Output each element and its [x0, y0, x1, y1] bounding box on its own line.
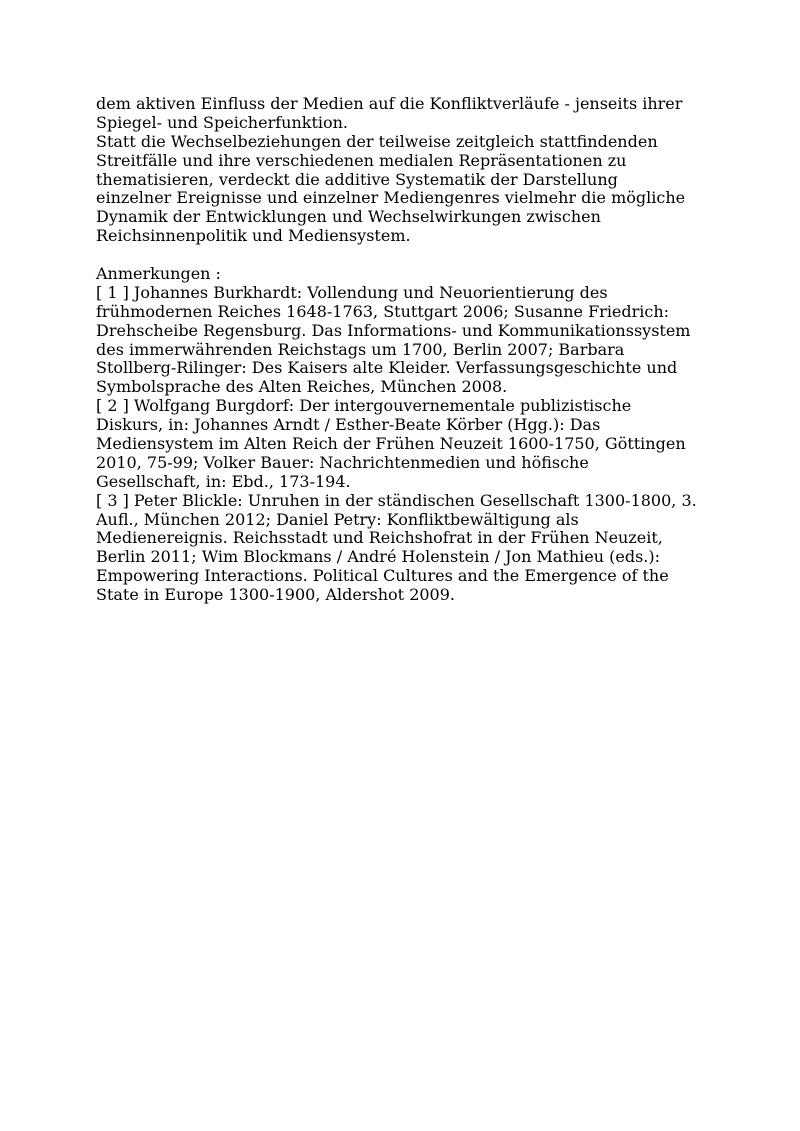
body-line: Spiegel- und Speicherfunktion.: [96, 112, 349, 132]
footnote-line: [ 3 ] Peter Blickle: Unruhen in der ständischen Gesellschaft 1300-1800, 3.: [96, 490, 697, 510]
footnote-line: Gesellschaft, in: Ebd., 173-194.: [96, 471, 351, 491]
body-line: Dynamik der Entwicklungen und Wechselwirkungen zwischen: [96, 207, 601, 227]
body-line: dem aktiven Einfluss der Medien auf die Konfliktverläufe - jenseits ihrer: [96, 94, 683, 113]
footnote-line: [ 2 ] Wolfgang Burgdorf: Der intergouvernementale publizistische: [96, 396, 632, 416]
body-line: thematisieren, verdeckt die additive Systematik der Darstellung: [96, 169, 618, 189]
body-line: Reichsinnenpolitik und Mediensystem.: [96, 226, 411, 246]
footnote-line: State in Europe 1300-1900, Aldershot 2009.: [96, 585, 455, 605]
notes-heading: Anmerkungen :: [96, 264, 221, 284]
body-line: Streitfälle und ihre verschiedenen medialen Repräsentationen zu: [96, 150, 627, 170]
footnote-line: frühmodernen Reiches 1648-1763, Stuttgart 2006; Susanne Friedrich:: [96, 301, 670, 321]
footnote-line: Medienereignis. Reichsstadt und Reichshofrat in der Frühen Neuzeit,: [96, 528, 663, 548]
document-text: [96, 95, 716, 605]
footnote-line: Stollberg-Rilinger: Des Kaisers alte Kleider. Verfassungsgeschichte und: [96, 358, 678, 378]
body-line: Statt die Wechselbeziehungen der teilweise zeitgleich stattfindenden: [96, 131, 658, 151]
footnote-line: Mediensystem im Alten Reich der Frühen Neuzeit 1600-1750, Göttingen: [96, 434, 686, 454]
footnote-line: Empowering Interactions. Political Cultures and the Emergence of the: [96, 566, 669, 586]
footnote-line: Diskurs, in: Johannes Arndt / Esther-Beate Körber (Hgg.): Das: [96, 415, 601, 435]
footnote-line: [ 1 ] Johannes Burkhardt: Vollendung und Neuorientierung des: [96, 282, 608, 302]
footnotes: [96, 284, 716, 605]
blank-line: [96, 246, 716, 265]
footnote-line: Drehscheibe Regensburg. Das Informations- und Kommunikationssystem: [96, 320, 691, 340]
body-line: einzelner Ereignisse und einzelner Mediengenres vielmehr die mögliche: [96, 188, 686, 208]
footnote-line: Aufl., München 2012; Daniel Petry: Konfliktbewältigung als: [96, 509, 579, 529]
footnote-line: Berlin 2011; Wim Blockmans / André Holenstein / Jon Mathieu (eds.):: [96, 547, 661, 567]
body-paragraphs: [96, 95, 716, 246]
footnote-line: des immerwährenden Reichstags um 1700, Berlin 2007; Barbara: [96, 339, 625, 359]
footnote-line: 2010, 75-99; Volker Bauer: Nachrichtenmedien und höfische: [96, 452, 589, 472]
footnote-line: Symbolsprache des Alten Reiches, München 2008.: [96, 377, 508, 397]
